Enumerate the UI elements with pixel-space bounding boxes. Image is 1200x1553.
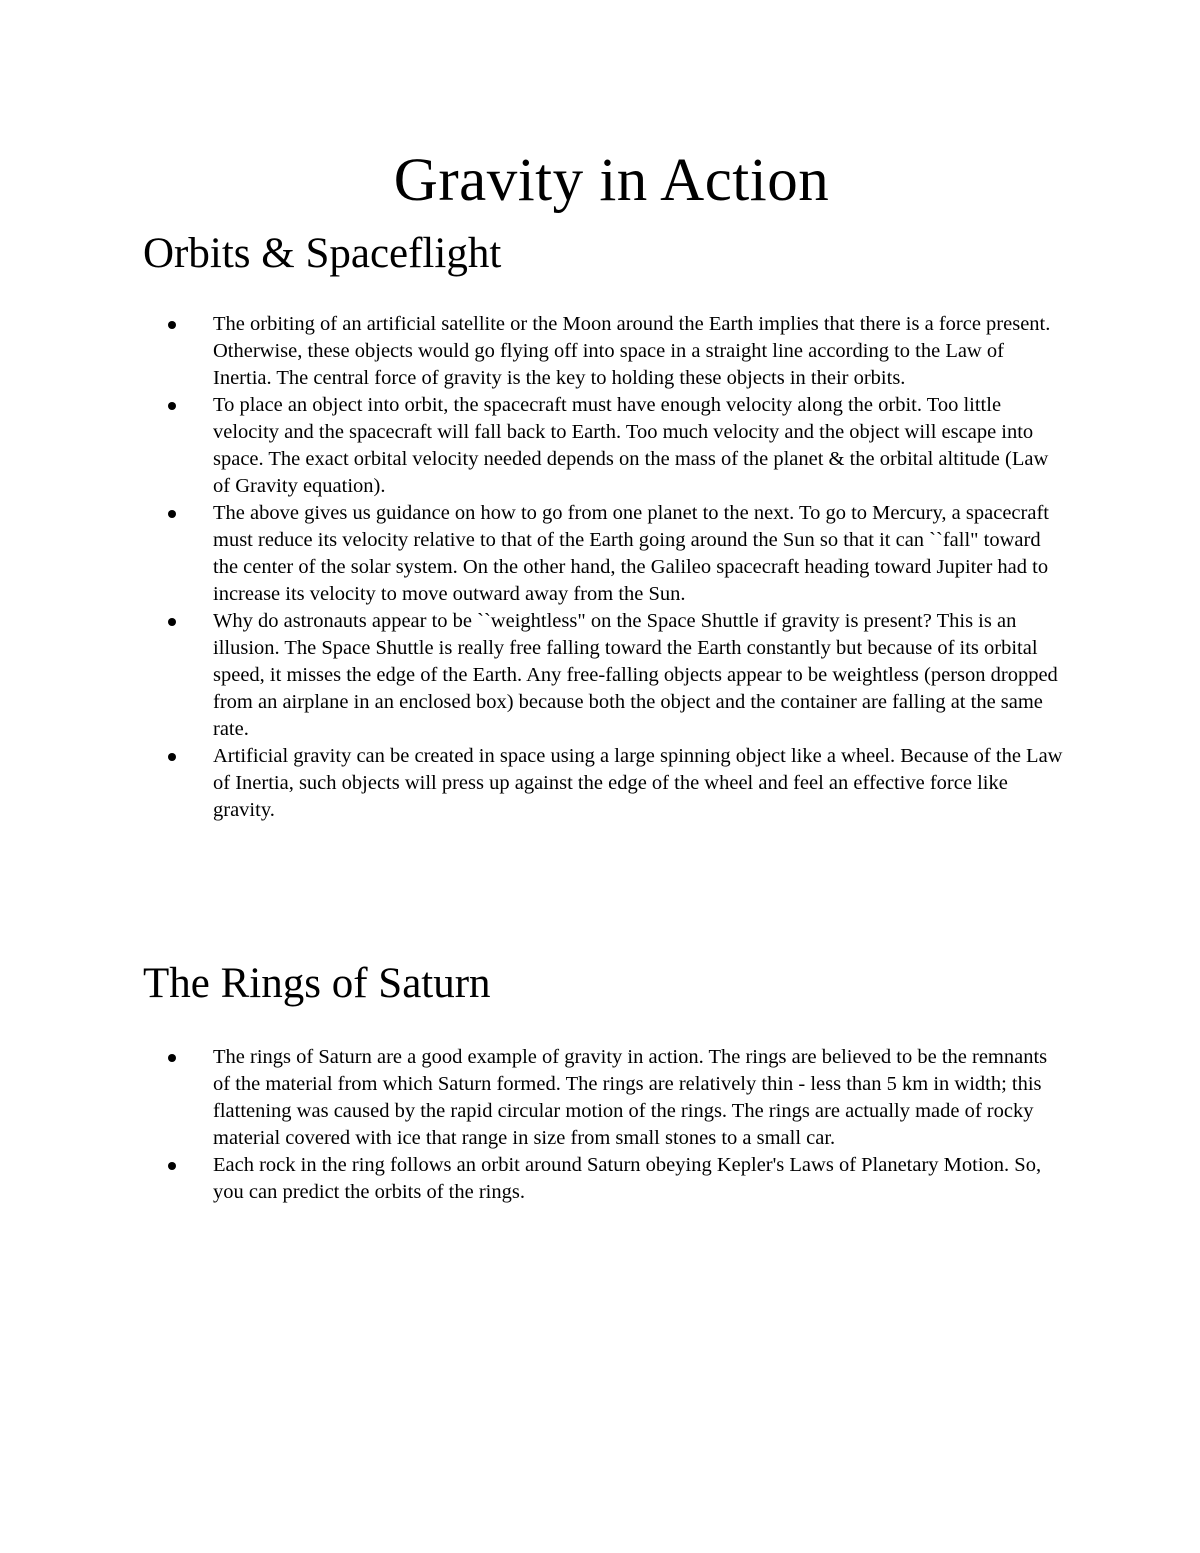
bullet-item: The orbiting of an artificial satellite or the Moon around the Earth implies that there is a force present. Otherwise, these objects would go flying off into space in a straight line according to the Law of Inertia. The central force of gravity is the key to holding these objects in their orbits. [213, 311, 1065, 392]
bullet-item: The above gives us guidance on how to go from one planet to the next. To go to Mercury, a spacecraft must reduce its velocity relative to that of the Earth going around the Sun so that it can ``fall" toward the center of the solar system. On the other hand, the Galileo spacecraft heading toward Jupiter had to increase its velocity to move outward away from the Sun. [213, 500, 1065, 608]
bullet-item: Artificial gravity can be created in space using a large spinning object like a wheel. Because of the Law of Inertia, such objects will press up against the edge of the wheel and feel an effective force like gravity. [213, 743, 1065, 824]
section-heading-rings-of-saturn: The Rings of Saturn [143, 960, 491, 1007]
bullet-item: The rings of Saturn are a good example of gravity in action. The rings are believed to be the remnants of the material from which Saturn formed. The rings are relatively thin - less than 5 km in width; this flattening was caused by the rapid circular motion of the rings. The rings are actually made of rocky material covered with ice that range in size from small stones to a small car. [213, 1044, 1065, 1152]
section-heading-orbits-and-spaceflight: Orbits & Spaceflight [143, 230, 502, 277]
bullet-item: Each rock in the ring follows an orbit around Saturn obeying Kepler's Laws of Planetary Motion. So, you can predict the orbits of the rings. [213, 1152, 1065, 1206]
document-title: Gravity in Action [393, 147, 830, 214]
document-content [143, 0, 1080, 1206]
orbits-bullet-list [143, 311, 1080, 824]
rings-bullet-list [143, 1044, 1080, 1206]
bullet-item: Why do astronauts appear to be ``weightless" on the Space Shuttle if gravity is present? This is an illusion. The Space Shuttle is really free falling toward the Earth constantly but because of its orbital speed, it misses the edge of the Earth. Any free-falling objects appear to be weightless (person dropped from an airplane in an enclosed box) because both the object and the container are falling at the same rate. [213, 608, 1065, 743]
bullet-item: To place an object into orbit, the spacecraft must have enough velocity along the orbit. Too little velocity and the spacecraft will fall back to Earth. Too much velocity and the object will escape into space. The exact orbital velocity needed depends on the mass of the planet & the orbital altitude (Law of Gravity equation). [213, 392, 1065, 500]
